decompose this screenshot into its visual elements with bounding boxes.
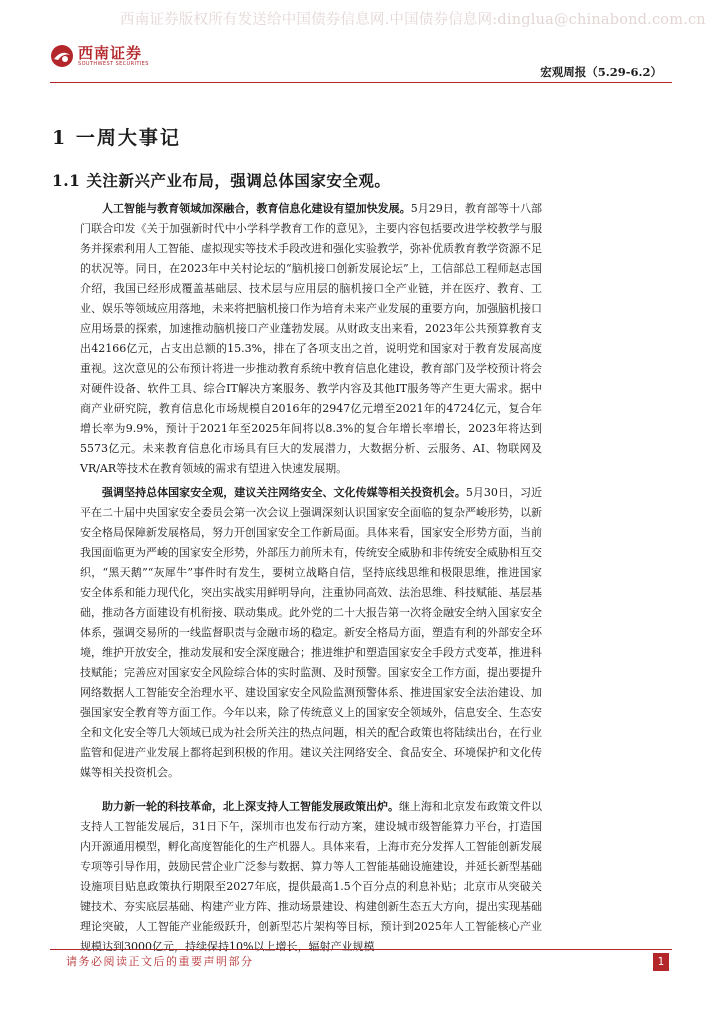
logo-name-en: SOUTHWEST SECURITIES [78,61,149,67]
paragraph-lead: 助力新一轮的科技革命，北上深支持人工智能发展政策出炉。 [102,800,399,813]
logo-name-cn: 西南证券 [78,44,143,62]
paragraph-body: 5月29日，教育部等十八部门联合印发《关于加强新时代中小学科学教育工作的意见》，主要内容包括要改进学校教学与服务并探索利用人工智能、虚拟现实等技术手段改进和强化实验教学，弥补优质教育教学资源不足的状况等。同日，在2023年中关村论坛的“脑机接口创新发展论坛”上，工信部总工程师赵志国介绍，我国已经形成覆盖基础层、技术层与应用层的脑机接口全产业链，并在医疗、教育、工业、娱乐等领域应用落地，未来将把脑机接口作为培育未来产业发展的重要方向，加强脑机接口应用场景的探索，加速推动脑机接口产业蓬勃发展。从财政支出来看，2023年公共预算教育支出42166亿元，占支出总额的15.3%，排在了各项支出之首，说明党和国家对于教育发展高度重视。这次意见的公布预计将进一步推动教育系统中教育信息化建设，教育部门及学校预计将会对硬件设备、软件工具、综合IT解决方案服务、教学内容及其他IT服务等产生更大需求。据中商产业研究院，教育信息化市场规模自2016年的2947亿元增至2021年的4724亿元，复合年增长率为9.9%，预计于2021年至2025年间将以8.3%的复合年增长率增长，2023年将达到5573亿元。未来教育信息化市场具有巨大的发展潜力，大数据分析、云服务、AI、物联网及VR/AR等技术在教育领域的需求有望进入快速发展期。 [80,202,542,475]
paragraph-lead: 强调坚持总体国家安全观，建议关注网络安全、文化传媒等相关投资机会。 [102,486,466,499]
company-logo [50,44,149,68]
report-title: 宏观周报（5.29-6.2） [540,65,662,79]
paragraph-education [80,199,542,479]
watermark: 西南证券版权所有发送给中国债券信息网.中国债券信息网:dinglua@chinabond.com.cn [120,12,706,28]
paragraph-lead: 人工智能与教育领域加深融合，教育信息化建设有望加快发展。 [102,202,411,215]
paragraph-body: 继上海和北京发布政策文件以支持人工智能发展后，31日下午，深圳市也发布行动方案，建设城市级智能算力平台，打造国内开源通用模型，孵化高度智能化的生产机器人。具体来看，上海市充分发挥人工智能创新发展专项等引导作用，鼓励民营企业广泛参与数据、算力等人工智能基础设施建设，并延长新型基础设施项目贴息政策执行期限至2027年底，提供最高1.5个百分点的利息补贴；北京市从突破关键技术、夯实底层基础、构建产业方阵、推动场景建设、构建创新生态五大方向，提出实现基础理论突破，人工智能产业能级跃升，创新型芯片架构等目标，预计到2025年人工智能核心产业规模达到3000亿元，持续保持10%以上增长，辐射产业规模 [80,800,542,953]
section-heading: 1 一周大事记 [52,127,181,149]
page-number: 1 [653,953,669,971]
paragraph-security [80,483,542,783]
logo-mark-icon [50,44,74,68]
footer-divider [50,949,672,950]
paragraph-ai-policy [80,797,542,957]
header-divider [50,82,672,83]
subsection-heading: 1.1 关注新兴产业布局，强调总体国家安全观。 [52,171,391,190]
paragraph-body: 5月30日，习近平在二十届中央国家安全委员会第一次会议上强调深刻认识国家安全面临的复杂严峻形势，以新安全格局保障新发展格局，努力开创国家安全工作新局面。具体来看，国家安全形势方面，当前我国面临更为严峻的国家安全形势，外部压力前所未有，传统安全威胁和非传统安全威胁相互交织，“黑天鹅”“灰犀牛”事件时有发生，要树立战略自信，坚持底线思维和极限思维，推进国家安全体系和能力现代化，突出实战实用鲜明导向，注重协同高效、法治思维、科技赋能、基层基础，推动各方面建设有机衔接、联动集成。此外党的二十大报告第一次将金融安全纳入国家安全体系，强调交易所的一线监督职责与金融市场的稳定。新安全格局方面，塑造有利的外部安全环境，维护开放安全，推动发展和安全深度融合；推进维护和塑造国家安全手段方式变革，推进科技赋能；完善应对国家安全风险综合体的实时监测、及时预警。国家安全工作方面，提出要提升网络数据人工智能安全治理水平、建设国家安全风险监测预警体系、推进国家安全法治建设、加强国家安全教育等方面工作。今年以来，除了传统意义上的国家安全领域外，信息安全、生态安全和文化安全等几大领域已成为社会所关注的热点问题，相关的配合政策也将陆续出台，在行业监管和促进产业发展上都将起到积极的作用。建议关注网络安全、食品安全、环境保护和文化传媒等相关投资机会。 [80,486,542,779]
footer-disclaimer: 请务必阅读正文后的重要声明部分 [66,955,254,968]
